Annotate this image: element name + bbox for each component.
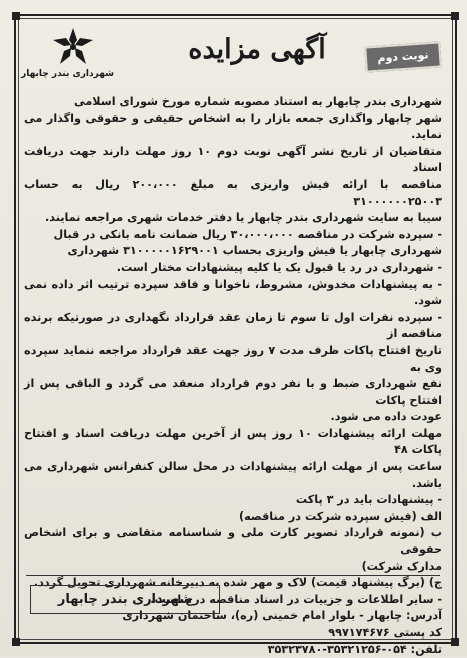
notice-body [24,94,442,658]
corner-ornament [451,638,459,646]
body-line: ج) (برگ پیشنهاد قیمت) لاک و مهر شده به دبیرخانه شهرداری تحویل گردد. [33,576,442,590]
round-badge: نوبت دوم [364,41,442,72]
body-line: - به پیشنهادات مخدوش، مشروط، ناخوانا و فاقد سپرده ترتیب اثر داده نمی شود. [24,277,442,308]
logo-caption: شهرداری بندر چابهار [21,69,114,79]
body-line: سیبا به سایت شهرداری بندر چابهار یا دفتر خدمات شهری مراجعه نمایند. [45,211,442,225]
body-line: - پیشنهادات باید در ۳ پاکت [295,493,442,507]
municipality-logo [21,26,114,88]
body-line: ب (نمونه قرارداد تصویر کارت ملی و شناسنامه متقاضی و برای اشخاص حقوقی [24,526,442,557]
body-line: شهرداری چابهار یا فیش واریزی بحساب ۳۱۰۰۰۰۰۱۶۲۹۰۰۱ شهرداری [67,244,442,258]
body-line: تاریخ افتتاح پاکات ظرف مدت ۷ روز جهت عقد قرارداد مراجعه ننماید سپرده وی به [24,343,442,374]
corner-ornament [12,638,20,646]
notice-header [22,22,447,90]
body-line: مناقصه با ارائه فیش واریزی به مبلغ ۲۰۰،۰۰۰ ریال به حساب ۳۱۰۰۰۰۰۰۲۵۰۰۳ [24,177,442,208]
notice-title: آگهی مزایده [188,34,326,65]
body-line: شهر چابهار واگذاری جمعه بازار را به اشخاص حقیقی و حقوقی واگذار می نماید. [24,111,442,142]
body-line: الف (فیش سپرده شرکت در مناقصه) [239,509,442,523]
address-line: آدرس: چابهار - بلوار امام خمینی (ره)، ساختمان شهرداری [122,609,442,623]
phone-line: تلفن: ۰۵۴-۳۵۳۲۱۲۵۶-۳۵۳۲۳۷۸۰ [267,642,442,656]
body-line: ساعت پس از مهلت ارائه پیشنهادات در محل سالن کنفرانس شهرداری می باشد. [24,460,442,490]
body-line: مدارک شرکت) [361,559,442,573]
star-emblem-icon [50,26,96,68]
corner-ornament [451,12,459,20]
body-line: شهرداری بندر چابهار به استناد مصوبه شماره مورخ شورای اسلامی [74,95,442,108]
body-line: - سپرده نفرات اول تا سوم تا زمان عقد قرارداد نگهداری در صورتیکه برنده مناقصه از [24,310,442,341]
postal-code-line: کد پستی ۹۹۷۱۷۴۶۷۶ [328,626,442,639]
footer-signature: شهرداری بندر چابهار [30,585,220,614]
body-line: - سپرده شرکت در مناقصه ۳۰،۰۰۰،۰۰۰ ریال ضمانت نامه بانکی در قبال [53,227,442,241]
body-line: مهلت ارائه پیشنهادات ۱۰ روز پس از آخرین مهلت دریافت اسناد و افتتاح پاکات ۴۸ [24,426,442,457]
footer-divider [26,575,440,576]
body-line: - شهرداری در رد یا قبول یک یا کلیه پیشنهادات مختار است. [116,260,442,274]
body-line: - سایر اطلاعات و جزییات در اسناد مناقصه درج است. [150,592,442,606]
body-line: متقاضیان از تاریخ نشر آگهی نوبت دوم ۱۰ روز مهلت دارند جهت دریافت اسناد [24,144,442,175]
body-line: عودت داده می شود. [330,410,442,424]
body-line: نفع شهرداری ضبط و با نفر دوم قرارداد منعقد می گردد و الباقی پس از افتتاح پاکات [24,377,442,407]
corner-ornament [12,12,20,20]
